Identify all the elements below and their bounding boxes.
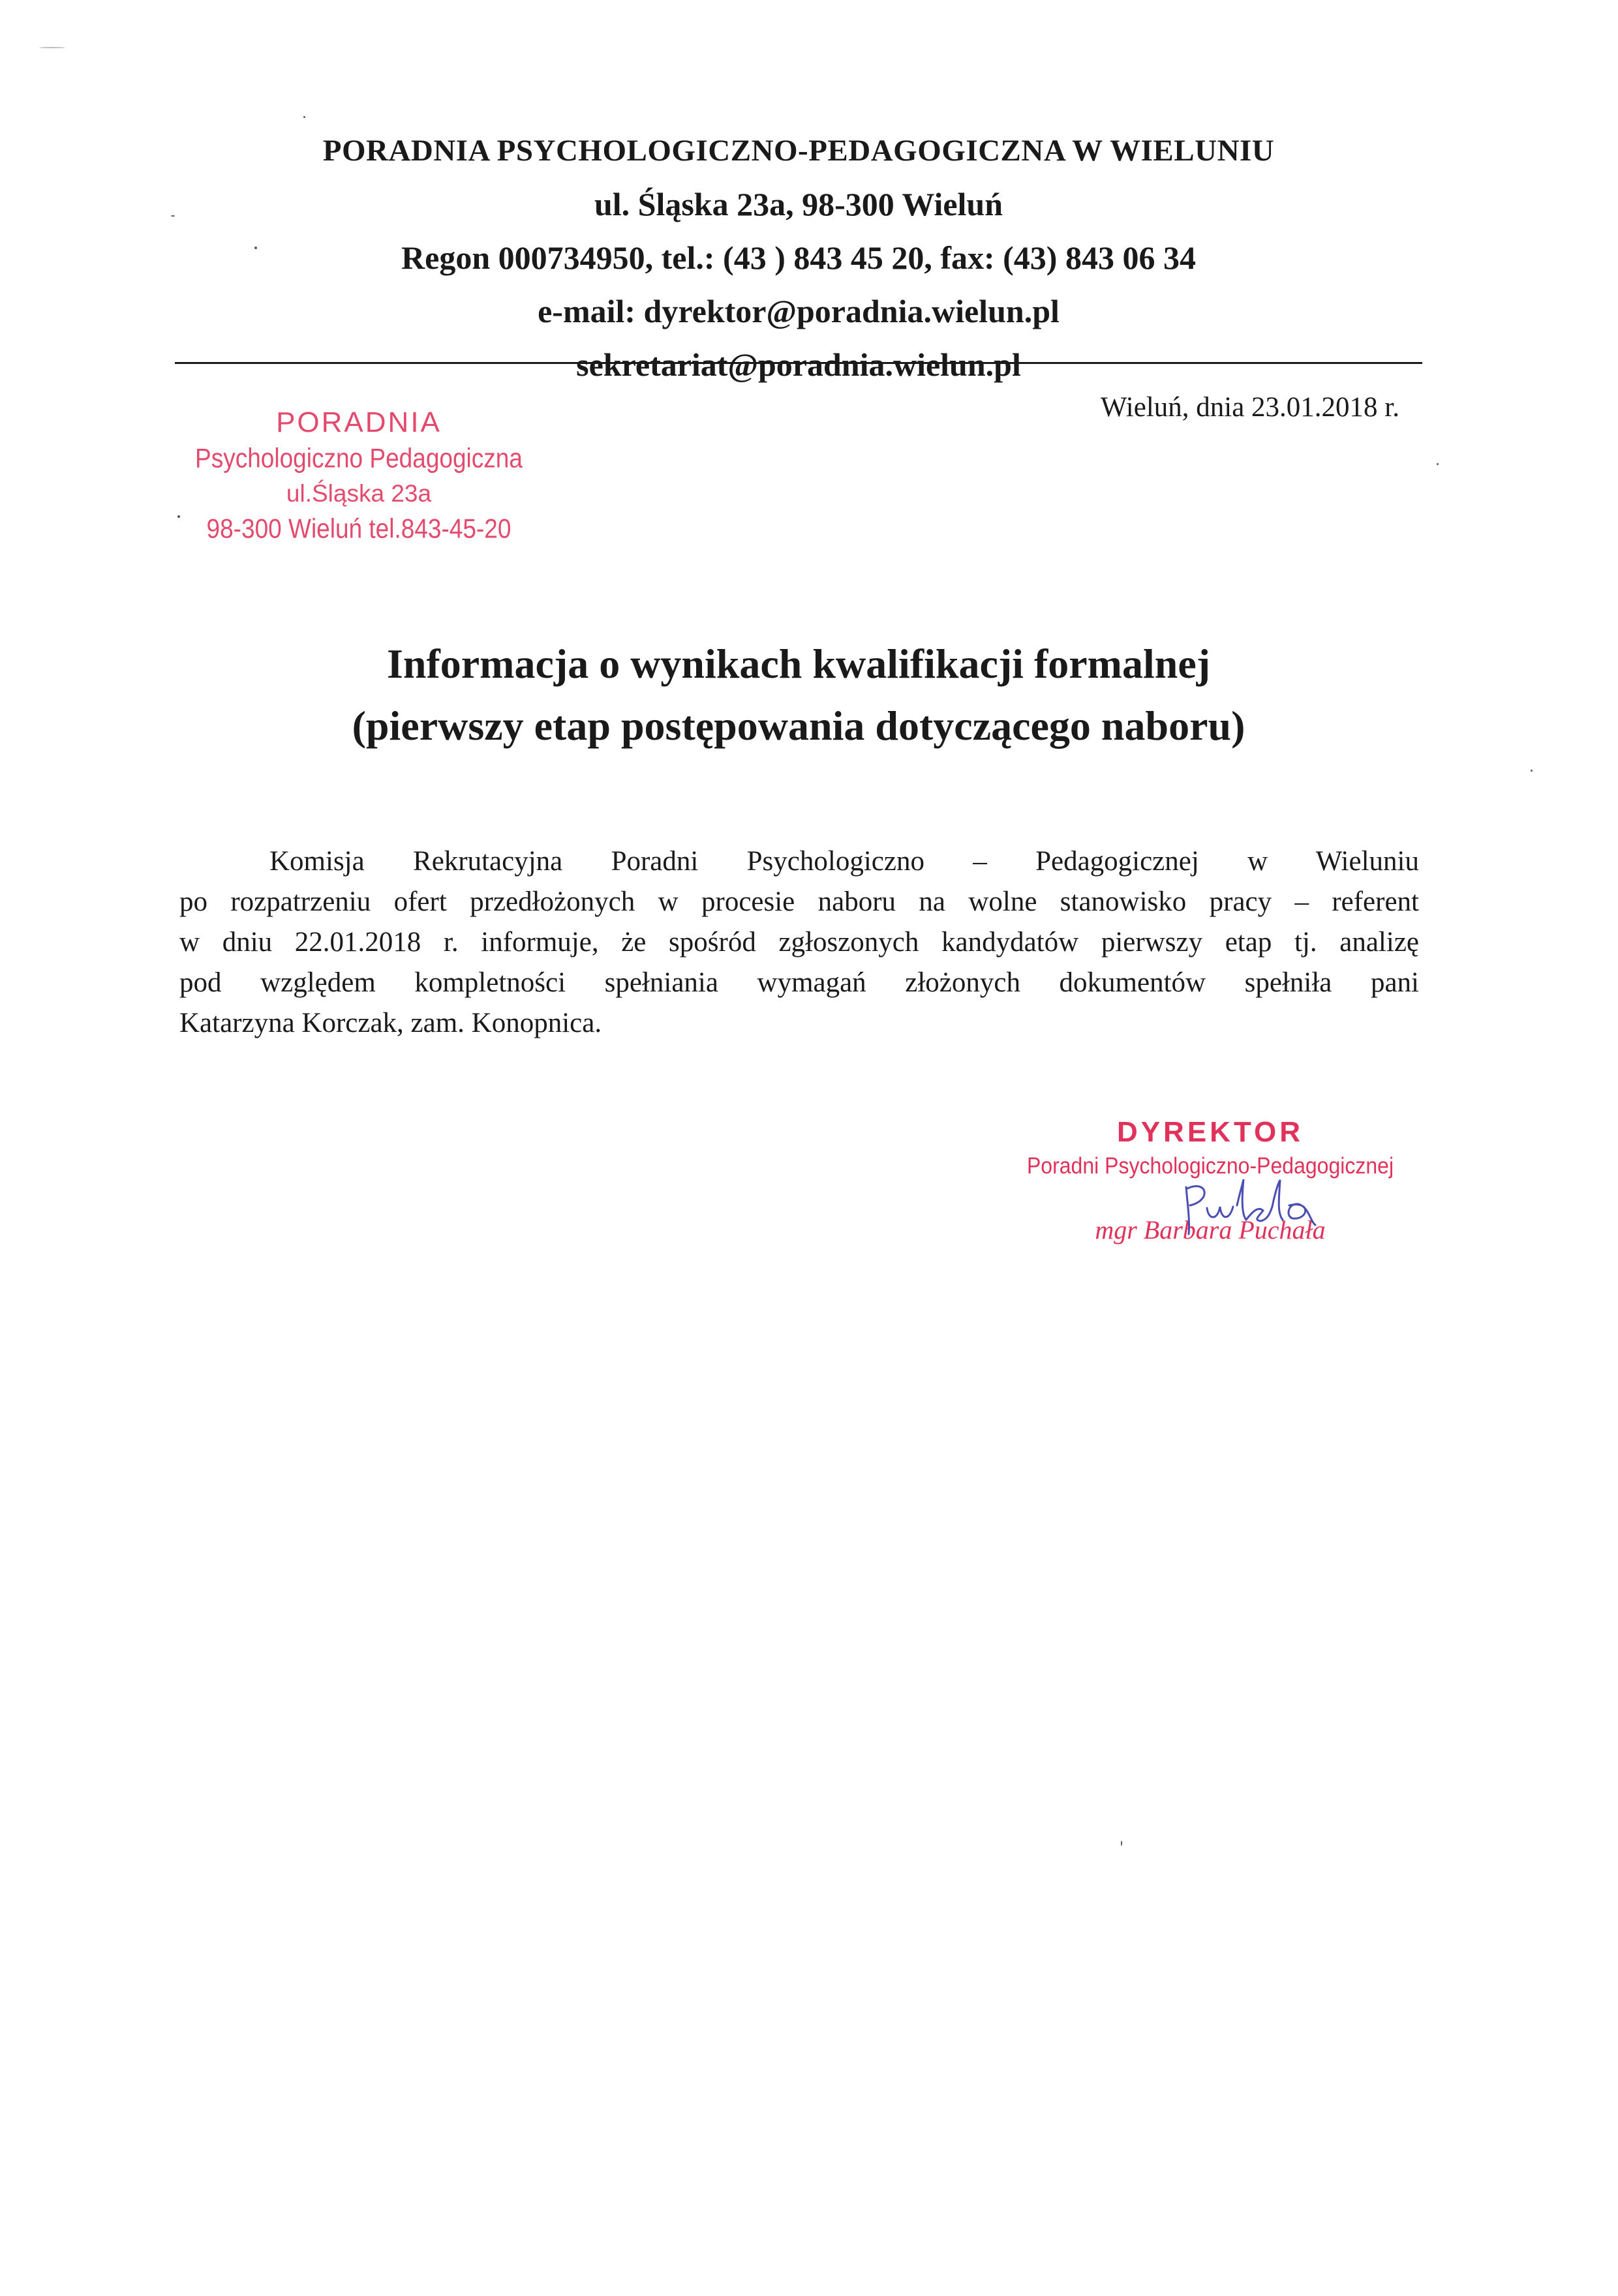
stamp-line-3: ul.Śląska 23a <box>286 480 432 507</box>
institution-contact: Regon 000734950, tel.: (43 ) 843 45 20, fax: (43) 843 06 34 <box>401 239 1196 276</box>
body-line: Komisja Rekrutacyjna Poradni Psychologiczno – Pedagogicznej w Wieluniu <box>269 846 1419 877</box>
document-title <box>175 633 1422 757</box>
institution-name: PORADNIA PSYCHOLOGICZNO-PEDAGOGICZNA W WIELUNIU <box>322 134 1275 168</box>
institution-email: e-mail: dyrektor@poradnia.wielun.pl <box>538 293 1060 329</box>
stamp-line-1: PORADNIA <box>276 406 442 438</box>
scan-speck <box>1531 770 1533 772</box>
scan-speck <box>39 47 65 48</box>
scan-speck <box>254 247 257 249</box>
letterhead <box>175 124 1422 391</box>
scan-speck <box>177 515 180 518</box>
scan-speck <box>1437 463 1439 465</box>
body-line: pod względem kompletności spełniania wymagań złożonych dokumentów spełniła pani <box>179 967 1419 998</box>
institution-stamp <box>176 404 542 547</box>
title-line-2: (pierwszy etap postępowania dotyczącego naboru) <box>352 702 1245 749</box>
stamp-line-2: Psychologiczno Pedagogiczna <box>195 443 523 474</box>
scan-speck <box>171 215 175 217</box>
header-divider <box>175 362 1422 364</box>
signature-title: DYREKTOR <box>1116 1116 1304 1148</box>
signature-institution: Poradni Psychologiczno-Pedagogicznej <box>1026 1153 1394 1179</box>
institution-email-secretariat: sekretariat@poradnia.wielun.pl <box>576 346 1021 383</box>
body-line: w dniu 22.01.2018 r. informuje, że spośród zgłoszonych kandydatów pierwszy etap tj. analizę <box>179 927 1419 958</box>
body-paragraph <box>179 841 1419 1044</box>
scan-speck <box>303 116 305 118</box>
signature-name: mgr Barbara Puchała <box>1095 1215 1326 1245</box>
handwritten-signature <box>1181 1174 1318 1239</box>
body-line: Katarzyna Korczak, zam. Konopnica. <box>179 1008 602 1038</box>
title-line-1: Informacja o wynikach kwalifikacji formalnej <box>386 641 1211 687</box>
stamp-line-4: 98-300 Wieluń tel.843-45-20 <box>206 513 511 544</box>
body-line: po rozpatrzeniu ofert przedłożonych w procesie naboru na wolne stanowisko pracy – referent <box>179 886 1419 917</box>
scan-speck <box>1121 1841 1122 1846</box>
document-date: Wieluń, dnia 23.01.2018 r. <box>1100 392 1399 423</box>
institution-address: ul. Śląska 23a, 98-300 Wieluń <box>594 186 1003 222</box>
